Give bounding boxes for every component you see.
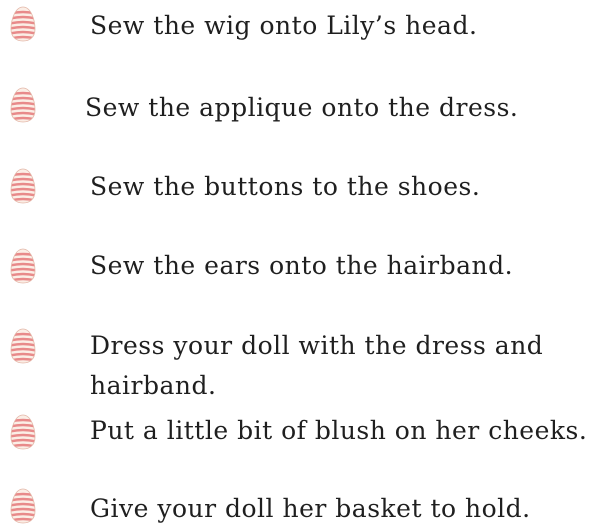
striped-egg-icon <box>10 488 36 524</box>
step-text-continued: hairband. <box>90 371 217 400</box>
step-text: Sew the buttons to the shoes. <box>90 172 481 201</box>
step-text: Sew the wig onto Lily’s head. <box>90 11 478 40</box>
step-text: Put a little bit of blush on her cheeks. <box>90 416 588 445</box>
striped-egg-icon <box>10 328 36 364</box>
striped-egg-icon <box>10 87 36 123</box>
striped-egg-icon <box>10 414 36 450</box>
step-text: Sew the ears onto the hairband. <box>90 251 514 280</box>
step-text: Give your doll her basket to hold. <box>90 494 531 523</box>
step-text: Sew the applique onto the dress. <box>85 93 519 122</box>
step-text: Dress your doll with the dress and <box>90 331 544 360</box>
striped-egg-icon <box>10 6 36 42</box>
striped-egg-icon <box>10 168 36 204</box>
striped-egg-icon <box>10 248 36 284</box>
